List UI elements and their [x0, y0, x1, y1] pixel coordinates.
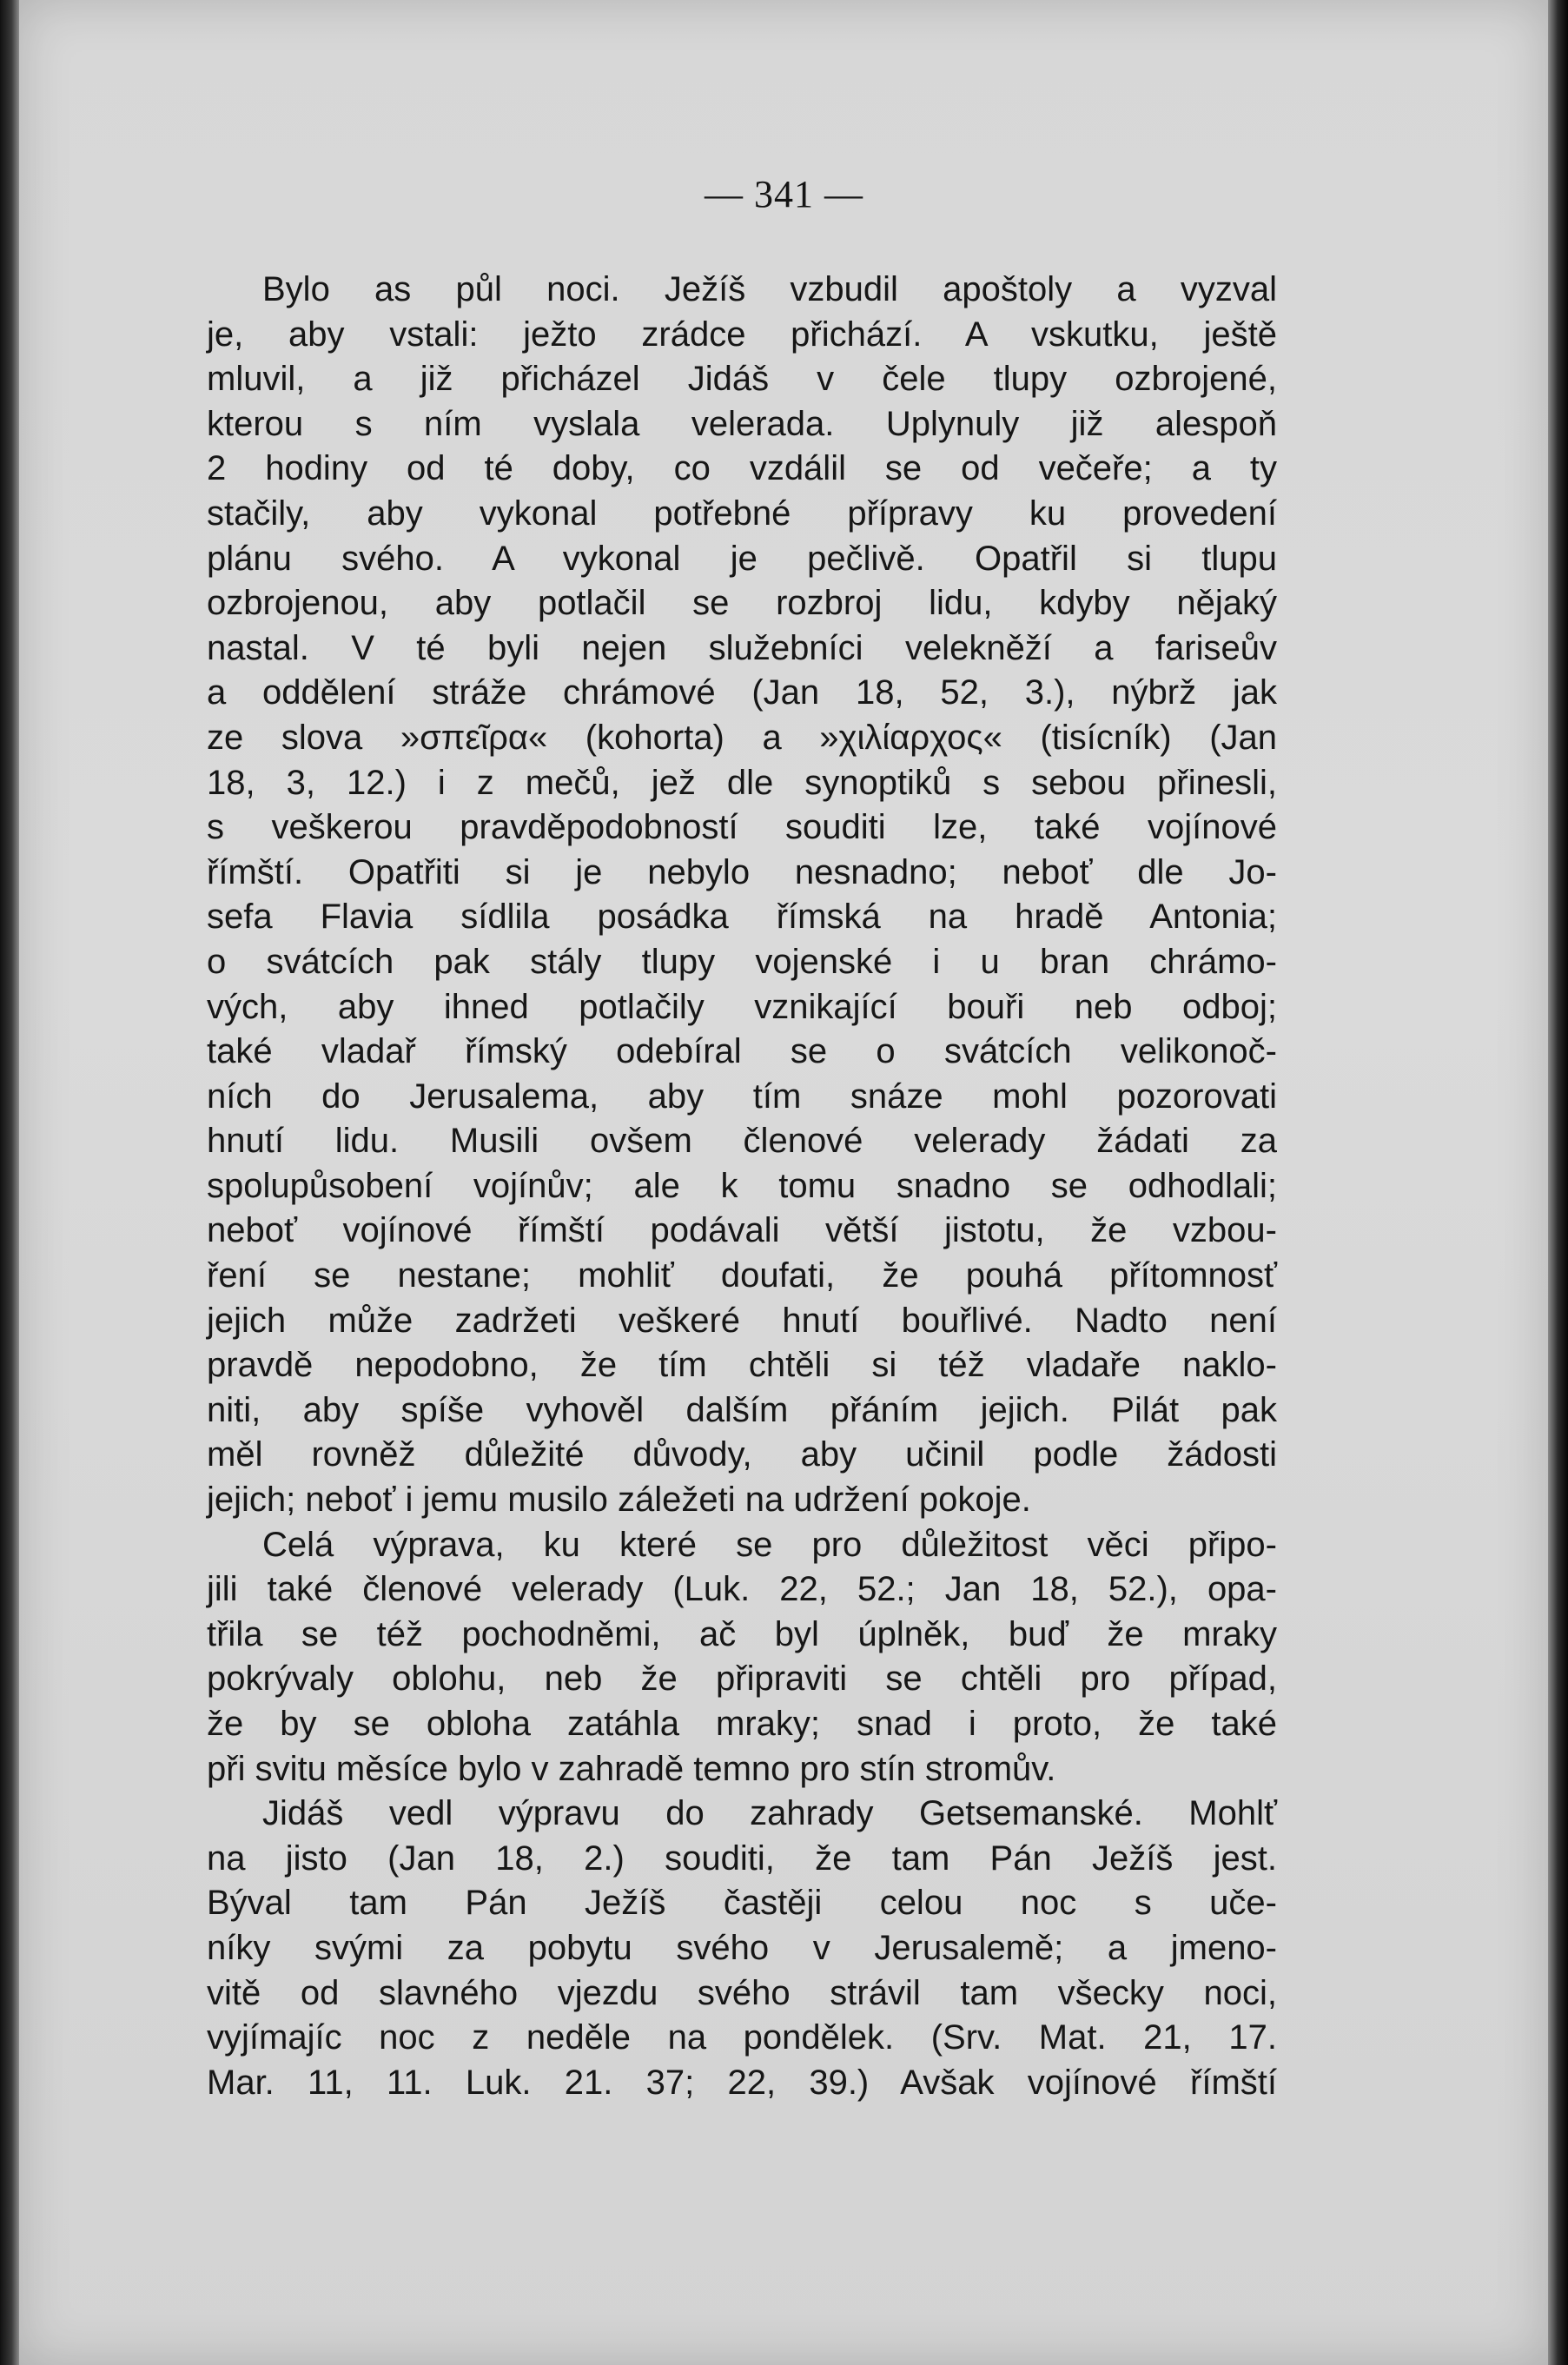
text-line: na jisto (Jan 18, 2.) souditi, že tam Pán Ježíš jest. — [207, 1838, 1277, 1878]
text-line: niti, aby spíše vyhověl dalším přáním jejich. Pilát pak — [207, 1390, 1277, 1429]
text-line: pokrývaly oblohu, neb že připraviti se chtěli pro případ, — [207, 1659, 1277, 1699]
text-line: sefa Flavia sídlila posádka římská na hradě Antonia; — [207, 898, 1277, 937]
text-line: římští. Opatřiti si je nebylo nesnadno; neboť dle Jo- — [207, 852, 1277, 891]
text-line: plánu svého. A vykonal je pečlivě. Opatřil si tlupu — [207, 539, 1277, 578]
text-line: Bylo as půl noci. Ježíš vzbudil apoštoly a vyzval — [262, 270, 1277, 308]
text-line: jejich; neboť i jemu musilo záležeti na udržení pokoje. — [207, 1481, 1031, 1520]
text-line: hnutí lidu. Musili ovšem členové velerady žádati za — [207, 1122, 1277, 1161]
text-line: pravdě nepodobno, že tím chtěli si též vladaře naklo- — [207, 1346, 1277, 1385]
text-line: Celá výprava, ku které se pro důležitost věci připo- — [262, 1525, 1277, 1564]
scan-right-edge — [1548, 0, 1568, 2365]
text-line: kterou s ním vyslala velerada. Uplynuly již alespoň — [207, 404, 1277, 443]
text-line: jejich může zadržeti veškeré hnutí bouřlivé. Nadto není — [207, 1301, 1277, 1340]
text-line: 2 hodiny od té doby, co vzdálil se od večeře; a ty — [207, 449, 1277, 488]
body-text — [207, 268, 1277, 2105]
text-line: s veškerou pravděpodobností souditi lze, také vojínové — [207, 808, 1277, 847]
text-line: spolupůsobení vojínův; ale k tomu snadno se odhodlali; — [207, 1166, 1277, 1205]
text-line: vyjímajíc noc z neděle na pondělek. (Srv. Mat. 21, 17. — [207, 2018, 1277, 2057]
text-line: Býval tam Pán Ježíš častěji celou noc s uče- — [207, 1884, 1277, 1923]
text-line: ních do Jerusalema, aby tím snáze mohl pozorovati — [207, 1077, 1277, 1116]
text-line: také vladař římský odebíral se o svátcích velikonoč- — [207, 1032, 1277, 1071]
text-line: ření se nestane; mohliť doufati, že pouhá přítomnosť — [207, 1256, 1277, 1295]
text-line: je, aby vstali: ježto zrádce přichází. A vskutku, ještě — [207, 315, 1277, 354]
page-number: — 341 — — [705, 173, 863, 215]
text-line: třila se též pochodněmi, ač byl úplněk, buď že mraky — [207, 1614, 1277, 1653]
text-line: Mar. 11, 11. Luk. 21. 37; 22, 39.) Avšak vojínové římští — [207, 2063, 1277, 2102]
text-line: Jidáš vedl výpravu do zahrady Getsemanské. Mohlť — [262, 1794, 1277, 1833]
text-line: 18, 3, 12.) i z mečů, jež dle synoptiků s sebou přinesli, — [207, 763, 1277, 802]
text-line: při svitu měsíce bylo v zahradě temno pro stín stromův. — [207, 1749, 1056, 1788]
text-line: stačily, aby vykonal potřebné přípravy ku provedení — [207, 494, 1277, 533]
text-line: a oddělení stráže chrámové (Jan 18, 52, 3.), nýbrž jak — [207, 673, 1277, 712]
text-line: mluvil, a již přicházel Jidáš v čele tlupy ozbrojené, — [207, 360, 1277, 399]
text-line: že by se obloha zatáhla mraky; snad i proto, že také — [207, 1705, 1277, 1743]
scan-left-edge — [0, 0, 19, 2365]
text-line: o svátcích pak stály tlupy vojenské i u bran chrámo- — [207, 942, 1277, 981]
text-line: nastal. V té byli nejen služebníci velekněží a fariseův — [207, 628, 1277, 667]
text-line: ozbrojenou, aby potlačil se rozbroj lidu, kdyby nějaký — [207, 584, 1277, 623]
text-line: vých, aby ihned potlačily vznikající bouři neb odboj; — [207, 987, 1277, 1026]
text-line: měl rovněž důležité důvody, aby učinil podle žádosti — [207, 1435, 1277, 1474]
text-line: neboť vojínové římští podávali větší jistotu, že vzbou- — [207, 1211, 1277, 1250]
text-line: vitě od slavného vjezdu svého strávil tam všecky noci, — [207, 1973, 1277, 2012]
text-line: jili také členové velerady (Luk. 22, 52.; Jan 18, 52.), opa- — [207, 1570, 1277, 1609]
text-line: ze slova »σπεῖρα« (kohorta) a »χιλίαρχος« (tisícník) (Jan — [207, 718, 1277, 757]
text-line: níky svými za pobytu svého v Jerusalemě; a jmeno- — [207, 1928, 1277, 1967]
